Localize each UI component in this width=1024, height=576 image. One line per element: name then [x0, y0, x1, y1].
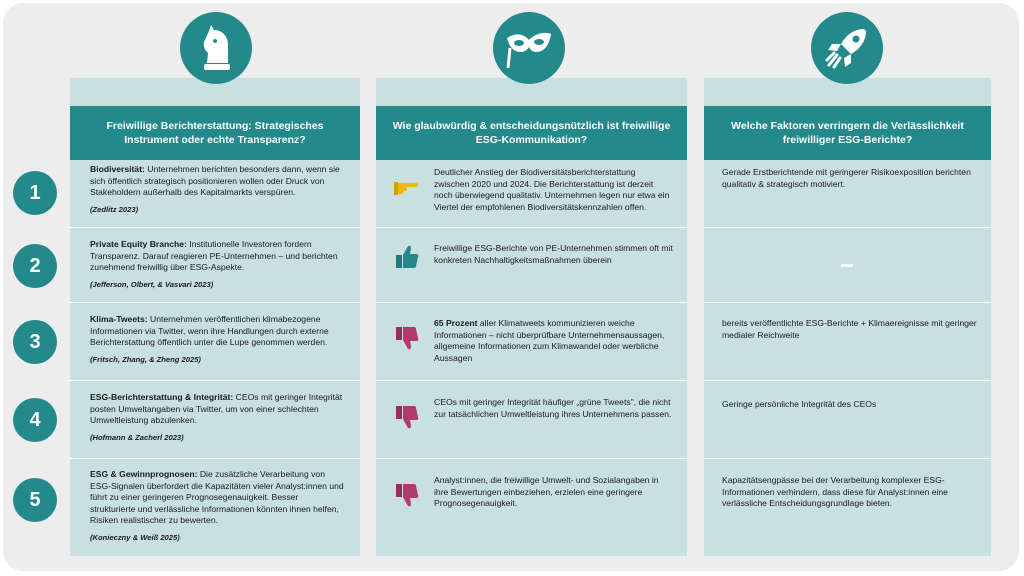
factor-cell-1: [704, 167, 991, 190]
assessment-text: Deutlicher Anstieg der Biodiversitätsberichterstattung zwischen 2020 und 2024. Die Berichterstattung ist derzeit noch überwiegend qualitativ. Unternehmen legen nur etwa ein Viertel der empfohlenen Biodiversitätskennzahlen offen.: [434, 167, 670, 212]
row-divider: [376, 380, 687, 381]
mask-icon: [493, 12, 565, 84]
citation: (Jefferson, Olbert, & Vasvari 2023): [90, 279, 214, 289]
topic-title: Private Equity Branche:: [90, 239, 187, 249]
topic-text: Unternehmen berichten besonders dann, wenn sie sich öffentlich strategisch positionieren wollen oder Druck von Stakeholdern außerhalb des Kapitalmarkts verspüren.: [90, 164, 340, 198]
citation: (Fritsch, Zhang, & Zheng 2025): [90, 354, 201, 364]
topic-cell-5: [70, 469, 360, 544]
factor-cell-5: [704, 475, 991, 510]
topic-cell-2: [70, 239, 360, 290]
topic-cell-4: [70, 392, 360, 443]
row-divider: [376, 227, 687, 228]
assessment-cell-4: [376, 397, 687, 420]
column-reporting-motive: [70, 78, 360, 556]
row-divider: [376, 458, 687, 459]
topic-title: ESG & Gewinnprognosen:: [90, 469, 198, 479]
topic-cell-3: [70, 314, 360, 365]
row-divider: [70, 302, 360, 303]
assessment-cell-5: [376, 475, 687, 510]
topic-title: ESG-Berichterstattung & Integrität:: [90, 392, 234, 402]
factor-text: Kapazitätsengpässe bei der Verarbeitung komplexer ESG-Informationen verhindern, dass diese für Analyst:innen eine verlässliche Entscheidungsgrundlage bieten.: [722, 475, 948, 509]
topic-text: Institutionelle Investoren fordern Transparenz. Darauf reagieren PE-Unternehmen – und berichten zunehmend freiwillig über ESG-Aspekte.: [90, 239, 338, 273]
assessment-cell-2: [376, 243, 687, 266]
citation: (Hofmann & Zacherl 2023): [90, 432, 184, 442]
topic-text: Die zusätzliche Verarbeitung von ESG-Signalen überfordert die Kapazitäten vieler Analyst:innen und führt zu einer geringeren Prognosegenauigkeit. Besser strukturierte und verlässliche Informationen könnten ihnen helfen, Risiken realistischer zu bewerten.: [90, 469, 344, 526]
citation: (Konieczny & Weiß 2025): [90, 532, 180, 542]
topic-title: Biodiversität:: [90, 164, 145, 174]
topic-title: Klima-Tweets:: [90, 314, 148, 324]
assessment-text: Analyst:innen, die freiwillige Umwelt- und Sozialangaben in ihre Bewertungen einbeziehen, erzielen eine geringere Prognosegenauigkeit.: [434, 475, 659, 509]
row-number-badge-2: 2: [13, 244, 57, 288]
citation: (Zedlitz 2023): [90, 204, 139, 214]
empty-factor-dash: [841, 264, 853, 267]
row-number-badge-4: 4: [13, 398, 57, 442]
assessment-highlight: 65 Prozent: [434, 318, 478, 328]
factor-cell-4: [704, 399, 991, 411]
row-number-badge-3: 3: [13, 320, 57, 364]
topic-text: Unternehmen veröffentlichen klimabezogene Informationen via Twitter, wenn ihre Handlungen durch externe Berichterstattung öffentlich unter die Lupe genommen werden.: [90, 314, 329, 348]
column-credibility: [376, 78, 687, 556]
factor-text: Geringe persönliche Integrität des CEOs: [722, 399, 877, 409]
assessment-cell-1: [376, 167, 687, 213]
row-divider: [704, 227, 991, 228]
assessment-cell-3: [376, 318, 687, 364]
factor-text: bereits veröffentlichte ESG-Berichte + Klimaereignisse mit geringer medialer Reichweite: [722, 318, 977, 340]
column-header-2: Wie glaubwürdig & entscheidungsnützlich ist freiwillige ESG-Kommunikation?: [376, 106, 687, 160]
assessment-text: aller Klimatweets kommunizieren weiche Informationen – nicht überprüfbare Unternehmensaussagen, allgemeine Informationen zum Klimawandel oder werbliche Aussagen: [434, 318, 665, 363]
column-header-1: Freiwillige Berichterstattung: Strategisches Instrument oder echte Transparenz?: [70, 106, 360, 160]
row-number-badge-5: 5: [13, 478, 57, 522]
chess-knight-icon: [180, 12, 252, 84]
row-divider: [704, 380, 991, 381]
assessment-text: CEOs mit geringer Integrität häufiger „grüne Tweets", die nicht zur tatsächlichen Umweltleistung ihres Unternehmens passen.: [434, 397, 672, 419]
topic-cell-1: [70, 164, 360, 215]
rocket-icon: [811, 12, 883, 84]
factor-text: Gerade Erstberichtende mit geringerer Risikoexposition berichten qualitativ & strategisch motiviert.: [722, 167, 971, 189]
assessment-text: Freiwillige ESG-Berichte von PE-Unternehmen stimmen oft mit konkreten Nachhaltigkeitsmaßnahmen überein: [434, 243, 673, 265]
row-divider: [70, 227, 360, 228]
row-divider: [704, 302, 991, 303]
row-divider: [376, 302, 687, 303]
column-reliability-factors: [704, 78, 991, 556]
row-number-badge-1: 1: [13, 171, 57, 215]
topic-text: CEOs mit geringer Integrität posten Umweltangaben via Twitter, um von einer schlechten Umweltleistung abzulenken.: [90, 392, 343, 426]
row-divider: [704, 458, 991, 459]
row-divider: [70, 380, 360, 381]
row-divider: [70, 458, 360, 459]
column-header-3: Welche Faktoren verringern die Verlässlichkeit freiwilliger ESG-Berichte?: [704, 106, 991, 160]
factor-cell-3: [704, 318, 991, 341]
